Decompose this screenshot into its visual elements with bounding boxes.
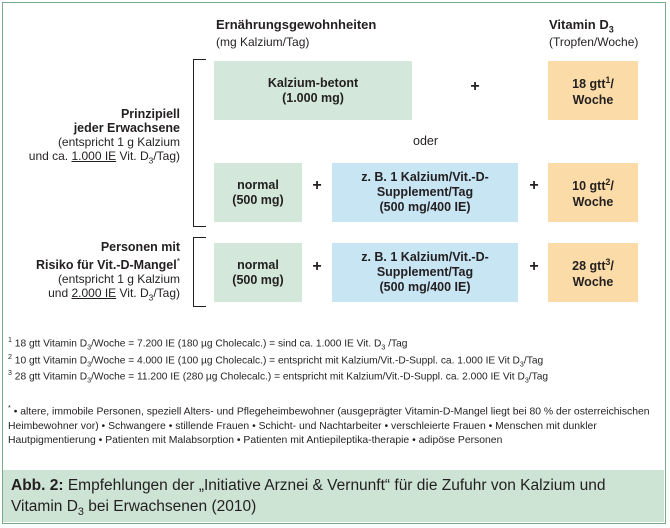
vitamin-header-subtitle: (Tropfen/Woche) [549,35,639,49]
diet-header-title: Ernährungsgewohnheiten [216,17,377,32]
footnote-2: $^2$ 10 gtt Vitamin $D_3$/Woche = 4.000 IE (100 µg Cholecalc.) = entspricht mit Kalzium/Vit.-D-Suppl. ca. 1.000 IE Vit $D_3$/Tag [8,353,544,369]
plus-sign: + [529,258,539,275]
normal-calcium-box-1: normal (500 mg) [214,163,302,222]
supplement-box-2: z. B. 1 Kalzium/Vit.-D- Supplement/Tag (500 mg/400 IE) [332,243,518,302]
footnote-3: $^3$ 28 gtt Vitamin $D_3$/Woche = 11.200 IE (280 µg Cholecalc.) = entspricht mit Kalzium/Vit.-D-Suppl. ca. 2.000 IE Vit $D_3$/Tag [8,369,549,385]
vitamin-18-box: 18 gtt$^1$/ Woche [548,61,638,120]
plus-sign: + [312,177,322,194]
risk-group-note: * • altere, immobile Personen, speziell Alters- und Pflegeheimbewohner (ausgeprägter Vitamin-D-Mangel liegt bei 80 % der osterreichischen Heimbewohner vor) • Schwangere • stillende Frauen • Schicht- und Nachtarbeiter • verschleierte Frauen • Menschen mit dunkler Hautpigmentierung • Patienten mit Malabsorption • Patienten mit Antiepileptika-therapie • adipöse Personen [8,403,650,447]
footnote-1: $^1$ 18 gtt Vitamin $D_3$/Woche = 7.200 IE (180 µg Cholecalc.) = sind ca. 1.000 IE Vit. $D_3$ /Tag [8,336,408,352]
group1-label: Prinzipiell jeder Erwachsene (entspricht 1 g Kalzium und ca. 1.000 IE Vit. $D_3/Tag$) [28,107,180,166]
vitamin-28-box: 28 gtt$^3$/ Woche [548,243,638,302]
diet-header-subtitle: (mg Kalzium/Tag) [216,35,310,49]
group1-bracket [193,59,206,227]
plus-sign: + [470,78,480,95]
group2-bracket [193,237,206,307]
plus-sign: + [312,258,322,275]
vitamin-header-title: Vitamin $D_3$ [549,17,614,35]
vitamin-10-box: 10 gtt$^2$/ Woche [548,163,638,222]
figure-caption: Abb. 2: Empfehlungen der „Initiative Arznei & Vernunft“ für die Zufuhr von Kalzium und Vitamin $D_3$ bei Erwachsenen (2010) [3,470,664,522]
calcium-rich-box: Kalzium-betont (1.000 mg) [214,61,412,120]
plus-sign: + [529,177,539,194]
supplement-box-1: z. B. 1 Kalzium/Vit.-D- Supplement/Tag (500 mg/400 IE) [332,163,518,222]
normal-calcium-box-2: normal (500 mg) [214,243,302,302]
or-label: oder [413,134,439,148]
group2-label: Personen mit Risiko für Vit.-D-Mangel* (entspricht 1 g Kalzium und 2.000 IE Vit. $D_3/Tag$) [35,240,180,303]
